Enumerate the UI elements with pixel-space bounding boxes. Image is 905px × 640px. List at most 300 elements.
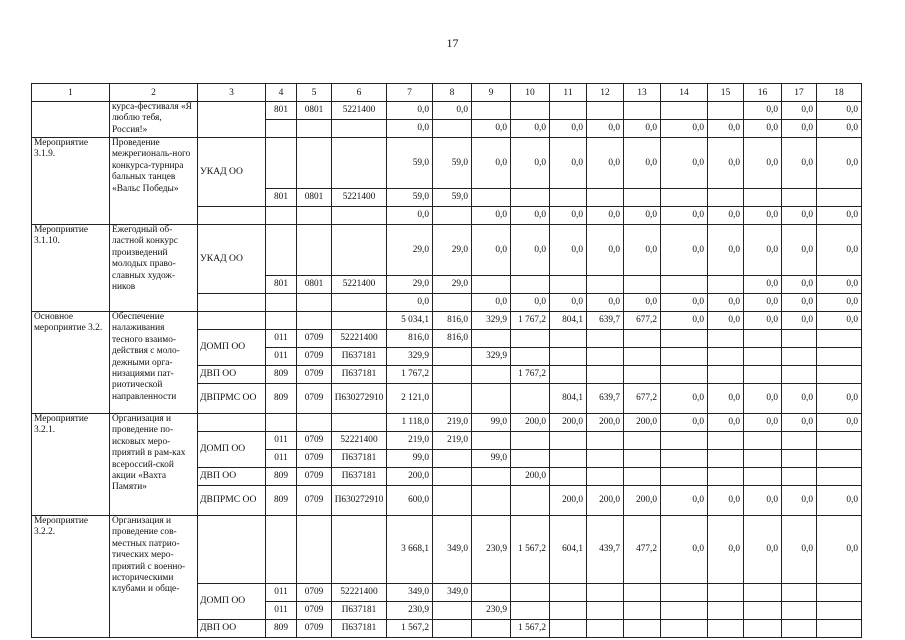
table-cell: 29,0: [433, 225, 472, 276]
table-cell: 0,0: [472, 138, 511, 189]
table-cell: [661, 366, 708, 384]
table-cell: [550, 276, 587, 294]
table-cell: [511, 330, 550, 348]
table-cell: 0,0: [708, 384, 744, 414]
table-cell: 011: [266, 330, 297, 348]
table-cell: [297, 207, 332, 225]
table-cell: [587, 102, 624, 120]
column-number: 1: [32, 84, 110, 102]
table-cell: 349,0: [387, 584, 433, 602]
table-cell: 0,0: [782, 486, 817, 516]
table-cell: [782, 366, 817, 384]
table-cell: 0,0: [387, 120, 433, 138]
table-cell: УКАД ОО: [198, 138, 266, 207]
column-number: 18: [817, 84, 862, 102]
table-cell: 0709: [297, 366, 332, 384]
table-cell: 0,0: [744, 312, 782, 330]
table-cell: 200,0: [587, 414, 624, 432]
table-cell: 0,0: [661, 207, 708, 225]
table-row: [32, 102, 862, 120]
column-number: 12: [587, 84, 624, 102]
table-cell: [782, 450, 817, 468]
table-cell: [661, 102, 708, 120]
table-cell: 0,0: [817, 120, 862, 138]
table-cell: [661, 330, 708, 348]
table-cell: [587, 584, 624, 602]
table-row: [32, 225, 862, 276]
table-cell: 219,0: [433, 414, 472, 432]
table-cell: 0,0: [661, 120, 708, 138]
table-cell: [433, 348, 472, 366]
table-cell: [550, 450, 587, 468]
table-cell: 0,0: [744, 120, 782, 138]
table-cell: [332, 294, 387, 312]
table-row: [32, 138, 862, 189]
table-cell: 0,0: [817, 138, 862, 189]
table-cell: 0,0: [782, 120, 817, 138]
table-cell: 0709: [297, 330, 332, 348]
table-cell: 0,0: [782, 312, 817, 330]
table-cell: 0,0: [744, 414, 782, 432]
table-cell: [624, 602, 661, 620]
table-cell: [661, 620, 708, 638]
table-cell: [511, 486, 550, 516]
table-cell: 200,0: [550, 486, 587, 516]
table-cell: 230,9: [387, 602, 433, 620]
table-cell: [782, 468, 817, 486]
table-cell: 801: [266, 276, 297, 294]
table-cell: 2 121,0: [387, 384, 433, 414]
table-cell: [511, 102, 550, 120]
table-cell: 0709: [297, 432, 332, 450]
table-cell: [782, 602, 817, 620]
table-cell: Мероприятие 3.2.2.: [32, 516, 110, 638]
table-cell: [511, 384, 550, 414]
table-cell: 52221400: [332, 330, 387, 348]
table-cell: [782, 620, 817, 638]
table-cell: [332, 138, 387, 189]
column-number: 3: [198, 84, 266, 102]
column-number: 6: [332, 84, 387, 102]
table-cell: [472, 486, 511, 516]
table-cell: 29,0: [387, 276, 433, 294]
table-cell: [433, 486, 472, 516]
table-cell: 230,9: [472, 516, 511, 584]
table-cell: 0,0: [817, 276, 862, 294]
table-cell: [744, 348, 782, 366]
table-cell: [332, 120, 387, 138]
table-cell: [297, 225, 332, 276]
table-cell: [708, 276, 744, 294]
table-cell: [587, 602, 624, 620]
table-cell: 200,0: [511, 468, 550, 486]
table-cell: П630272910: [332, 486, 387, 516]
table-cell: ДОМП ОО: [198, 432, 266, 468]
table-cell: П637181: [332, 468, 387, 486]
table-cell: 0,0: [744, 207, 782, 225]
table-cell: [744, 330, 782, 348]
table-cell: [817, 330, 862, 348]
table-cell: 0,0: [744, 516, 782, 584]
table-cell: [198, 414, 266, 432]
table-cell: [624, 468, 661, 486]
table-cell: [32, 102, 110, 138]
table-cell: [661, 468, 708, 486]
table-cell: П630272910: [332, 384, 387, 414]
table-cell: [472, 432, 511, 450]
table-cell: 0709: [297, 620, 332, 638]
table-cell: [433, 384, 472, 414]
table-cell: 29,0: [433, 276, 472, 294]
table-cell: [661, 584, 708, 602]
table-cell: 011: [266, 450, 297, 468]
table-cell: [708, 366, 744, 384]
table-cell: 0801: [297, 102, 332, 120]
table-cell: [817, 450, 862, 468]
table-cell: 011: [266, 348, 297, 366]
table-cell: 5 034,1: [387, 312, 433, 330]
table-cell: [744, 366, 782, 384]
table-cell: 0,0: [387, 102, 433, 120]
table-cell: УКАД ОО: [198, 225, 266, 294]
table-cell: 816,0: [433, 330, 472, 348]
table-cell: 0,0: [708, 486, 744, 516]
table-cell: [550, 330, 587, 348]
table-cell: Мероприятие 3.1.10.: [32, 225, 110, 312]
table-cell: 200,0: [624, 486, 661, 516]
table-cell: [511, 584, 550, 602]
table-cell: 29,0: [387, 225, 433, 276]
table-cell: 0,0: [708, 207, 744, 225]
table-cell: [624, 102, 661, 120]
table-cell: 0801: [297, 276, 332, 294]
table-cell: 0709: [297, 602, 332, 620]
table-cell: [708, 432, 744, 450]
table-cell: 0709: [297, 584, 332, 602]
column-number: 7: [387, 84, 433, 102]
table-cell: [550, 584, 587, 602]
table-cell: 0,0: [624, 120, 661, 138]
table-cell: 0,0: [817, 312, 862, 330]
table-cell: 0,0: [782, 225, 817, 276]
table-cell: [550, 102, 587, 120]
table-cell: 0,0: [782, 414, 817, 432]
table-cell: 1 767,2: [511, 366, 550, 384]
table-cell: 809: [266, 384, 297, 414]
table-cell: 0,0: [817, 384, 862, 414]
table-cell: [587, 620, 624, 638]
table-cell: П637181: [332, 602, 387, 620]
table-cell: [587, 348, 624, 366]
table-cell: [511, 276, 550, 294]
table-row: [32, 516, 862, 584]
table-cell: ДОМП ОО: [198, 584, 266, 620]
table-cell: [708, 348, 744, 366]
table-row: [32, 312, 862, 330]
table-cell: 1 118,0: [387, 414, 433, 432]
table-cell: [817, 468, 862, 486]
table-cell: [744, 602, 782, 620]
table-cell: 0,0: [387, 294, 433, 312]
table-cell: П637181: [332, 348, 387, 366]
table-cell: [472, 584, 511, 602]
table-cell: 349,0: [433, 584, 472, 602]
table-cell: [297, 516, 332, 584]
table-cell: 0,0: [782, 384, 817, 414]
column-number-row: [32, 84, 862, 102]
table-cell: ДВПРМС ОО: [198, 486, 266, 516]
table-cell: Основное мероприятие 3.2.: [32, 312, 110, 414]
table-cell: 1 567,2: [511, 516, 550, 584]
table-cell: 329,9: [472, 348, 511, 366]
table-cell: [661, 276, 708, 294]
column-number: 8: [433, 84, 472, 102]
table-cell: 0709: [297, 450, 332, 468]
table-cell: [550, 348, 587, 366]
table-cell: [266, 225, 297, 276]
table-cell: [624, 366, 661, 384]
table-cell: [708, 584, 744, 602]
table-cell: 0,0: [817, 102, 862, 120]
table-cell: [744, 468, 782, 486]
table-cell: 0,0: [511, 207, 550, 225]
table-cell: 0,0: [782, 138, 817, 189]
table-cell: 0,0: [708, 516, 744, 584]
table-cell: 0,0: [782, 102, 817, 120]
table-cell: [297, 414, 332, 432]
table-cell: 604,1: [550, 516, 587, 584]
table-cell: [708, 468, 744, 486]
table-cell: [817, 366, 862, 384]
table-cell: 0,0: [661, 294, 708, 312]
column-number: 4: [266, 84, 297, 102]
table-cell: [661, 189, 708, 207]
table-cell: [266, 312, 297, 330]
table-cell: 52221400: [332, 432, 387, 450]
table-cell: [661, 602, 708, 620]
table-cell: [587, 330, 624, 348]
table-cell: 0,0: [624, 294, 661, 312]
table-cell: 0,0: [661, 414, 708, 432]
table-cell: 0,0: [817, 207, 862, 225]
table-cell: [817, 189, 862, 207]
table-cell: [332, 516, 387, 584]
table-cell: [782, 330, 817, 348]
table-cell: [332, 414, 387, 432]
table-cell: 0,0: [433, 102, 472, 120]
table-cell: 0,0: [708, 120, 744, 138]
table-cell: [624, 189, 661, 207]
table-cell: 52221400: [332, 584, 387, 602]
table-cell: [198, 516, 266, 584]
table-cell: 0,0: [744, 138, 782, 189]
column-number: 5: [297, 84, 332, 102]
table-cell: [332, 207, 387, 225]
table-cell: [744, 584, 782, 602]
table-cell: 0,0: [624, 207, 661, 225]
table-cell: [550, 366, 587, 384]
table-cell: 0801: [297, 189, 332, 207]
table-cell: 0,0: [511, 294, 550, 312]
table-cell: 804,1: [550, 312, 587, 330]
table-cell: 0,0: [744, 276, 782, 294]
table-cell: [550, 602, 587, 620]
table-cell: ДОМП ОО: [198, 330, 266, 366]
table-cell: [708, 450, 744, 468]
table-cell: 219,0: [387, 432, 433, 450]
table-cell: 011: [266, 432, 297, 450]
table-cell: Организация и проведение сов-местных патрио-тических меро-приятий с военно-историческими клубами и обще-: [110, 516, 198, 638]
table-cell: [198, 312, 266, 330]
table-cell: [550, 189, 587, 207]
table-cell: 801: [266, 189, 297, 207]
table-cell: [472, 330, 511, 348]
table-cell: [587, 468, 624, 486]
table-cell: [297, 294, 332, 312]
table-cell: 0,0: [661, 516, 708, 584]
table-cell: Проведение межрегиональ-ного конкурса-турнира бальных танцев «Вальс Победы»: [110, 138, 198, 225]
table-cell: 230,9: [472, 602, 511, 620]
budget-table: [31, 83, 862, 638]
table-cell: [433, 120, 472, 138]
column-number: 11: [550, 84, 587, 102]
table-cell: 0,0: [817, 294, 862, 312]
table-cell: [433, 294, 472, 312]
table-cell: 0,0: [708, 414, 744, 432]
table-cell: 1 767,2: [387, 366, 433, 384]
table-cell: [433, 468, 472, 486]
column-number: 10: [511, 84, 550, 102]
table-cell: 0,0: [782, 276, 817, 294]
table-cell: 0,0: [511, 120, 550, 138]
table-cell: 0,0: [472, 207, 511, 225]
table-cell: 329,9: [387, 348, 433, 366]
table-cell: Мероприятие 3.1.9.: [32, 138, 110, 225]
table-cell: [624, 450, 661, 468]
table-cell: 59,0: [387, 138, 433, 189]
table-cell: 0,0: [587, 138, 624, 189]
table-cell: 0,0: [624, 225, 661, 276]
table-cell: [661, 348, 708, 366]
table-cell: [587, 189, 624, 207]
table-cell: [550, 620, 587, 638]
table-cell: 200,0: [587, 486, 624, 516]
table-cell: [587, 450, 624, 468]
table-cell: 219,0: [433, 432, 472, 450]
table-cell: 639,7: [587, 312, 624, 330]
table-cell: 0,0: [472, 225, 511, 276]
table-cell: [744, 450, 782, 468]
table-cell: 0,0: [817, 516, 862, 584]
column-number: 16: [744, 84, 782, 102]
table-cell: [266, 138, 297, 189]
table-cell: [708, 102, 744, 120]
table-cell: 0,0: [511, 138, 550, 189]
table-cell: [332, 312, 387, 330]
table-cell: ДВПРМС ОО: [198, 384, 266, 414]
table-cell: 809: [266, 366, 297, 384]
table-cell: [624, 620, 661, 638]
table-cell: 0,0: [661, 225, 708, 276]
table-cell: 816,0: [387, 330, 433, 348]
table-cell: [624, 584, 661, 602]
table-cell: [744, 189, 782, 207]
table-cell: [817, 620, 862, 638]
table-cell: [708, 330, 744, 348]
table-cell: 0,0: [744, 102, 782, 120]
table-cell: 0,0: [817, 486, 862, 516]
table-cell: П637181: [332, 366, 387, 384]
table-cell: 0,0: [744, 384, 782, 414]
table-cell: [708, 602, 744, 620]
table-cell: 801: [266, 102, 297, 120]
table-cell: 011: [266, 602, 297, 620]
table-cell: 677,2: [624, 384, 661, 414]
table-cell: 677,2: [624, 312, 661, 330]
table-cell: [587, 276, 624, 294]
table-cell: [433, 207, 472, 225]
table-cell: 3 668,1: [387, 516, 433, 584]
table-cell: 0,0: [587, 294, 624, 312]
table-cell: 5221400: [332, 276, 387, 294]
table-cell: 0,0: [550, 207, 587, 225]
table-cell: 0,0: [744, 294, 782, 312]
table-cell: Ежегодный об-ластной конкурс произведений молодых право-славных худож-ников: [110, 225, 198, 312]
table-cell: [297, 138, 332, 189]
table-cell: 639,7: [587, 384, 624, 414]
table-cell: 0,0: [782, 294, 817, 312]
table-cell: [266, 294, 297, 312]
table-cell: 0,0: [587, 225, 624, 276]
table-cell: 5221400: [332, 189, 387, 207]
table-cell: 0,0: [661, 312, 708, 330]
column-number: 13: [624, 84, 661, 102]
table-cell: 0709: [297, 384, 332, 414]
page-number: 17: [446, 36, 459, 50]
table-cell: 0,0: [744, 225, 782, 276]
table-cell: П637181: [332, 450, 387, 468]
table-cell: 816,0: [433, 312, 472, 330]
table-cell: 0,0: [550, 138, 587, 189]
column-number: 9: [472, 84, 511, 102]
table-cell: курса-фестиваля «Я люблю тебя, Россия!»: [110, 102, 198, 138]
table-cell: [433, 620, 472, 638]
table-cell: [661, 432, 708, 450]
table-cell: [472, 102, 511, 120]
table-cell: 0,0: [708, 312, 744, 330]
table-cell: 1 567,2: [387, 620, 433, 638]
table-cell: 59,0: [433, 189, 472, 207]
table-cell: 5221400: [332, 102, 387, 120]
table-cell: 1 767,2: [511, 312, 550, 330]
table-cell: [297, 312, 332, 330]
table-cell: 0,0: [661, 138, 708, 189]
table-cell: [433, 366, 472, 384]
table-cell: 1 567,2: [511, 620, 550, 638]
table-cell: [433, 450, 472, 468]
table-cell: Организация и проведение по-исковых меро-приятий в рам-ках всероссий-ской акции «Вахта Памяти»: [110, 414, 198, 516]
table-cell: 0,0: [782, 207, 817, 225]
table-cell: [472, 276, 511, 294]
table-cell: 0,0: [744, 486, 782, 516]
table-cell: [472, 366, 511, 384]
table-cell: 0,0: [550, 294, 587, 312]
table-cell: [511, 450, 550, 468]
table-cell: [266, 516, 297, 584]
column-number: 17: [782, 84, 817, 102]
table-cell: 0709: [297, 468, 332, 486]
table-cell: [782, 584, 817, 602]
